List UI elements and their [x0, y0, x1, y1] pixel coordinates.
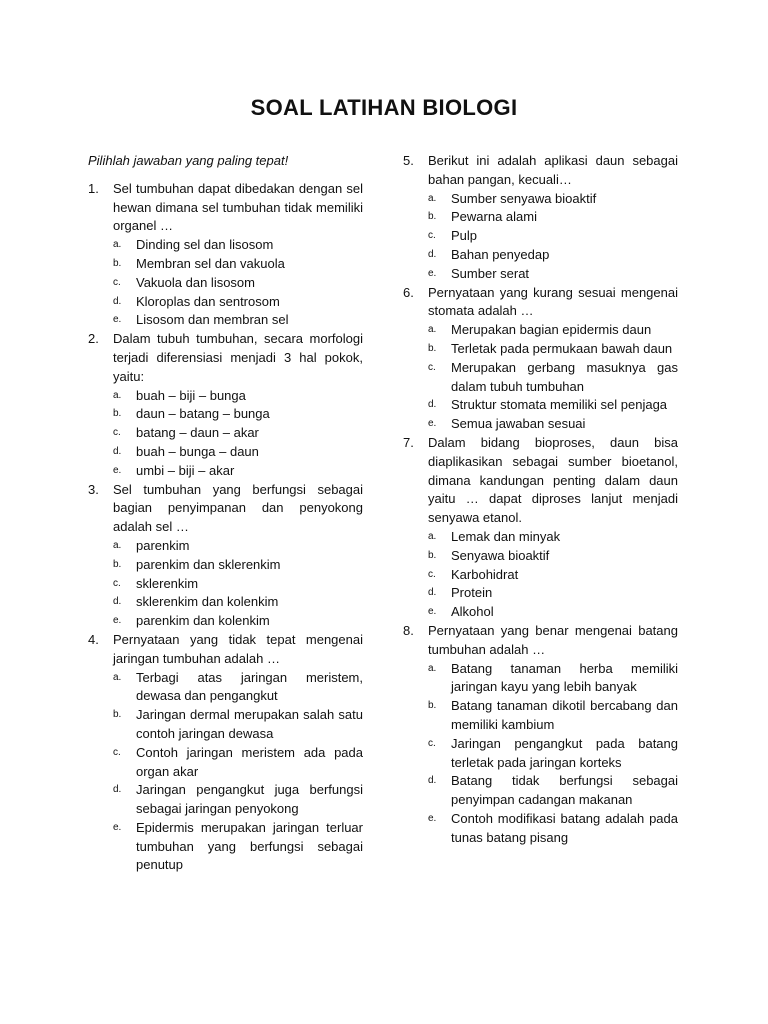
option-text: parenkim	[136, 537, 190, 553]
answer-options	[113, 537, 363, 631]
question-body	[428, 284, 678, 434]
answer-option	[428, 528, 678, 547]
option-text: Jaringan dermal merupakan salah satu contoh jaringan dewasa	[136, 707, 363, 741]
option-letter: a.	[113, 539, 122, 551]
option-letter: d.	[428, 775, 437, 787]
option-letter: c.	[113, 427, 121, 439]
option-letter: d.	[113, 784, 122, 796]
left-column	[88, 152, 363, 875]
answer-option	[428, 265, 678, 284]
option-letter: d.	[428, 587, 437, 599]
answer-option	[428, 415, 678, 434]
question-body	[113, 330, 363, 480]
option-letter: e.	[113, 821, 122, 833]
answer-option	[113, 706, 363, 744]
question-item	[88, 631, 363, 875]
option-text: Bahan penyedap	[451, 246, 550, 262]
option-text: sklerenkim	[136, 575, 199, 591]
question-text: Sel tumbuhan dapat dibedakan dengan sel hewan dimana sel tumbuhan tidak memiliki organel …	[113, 180, 363, 234]
answer-options	[428, 660, 678, 848]
question-text: Pernyataan yang benar mengenai batang tumbuhan adalah …	[428, 622, 678, 657]
answer-option	[113, 575, 363, 594]
question-number: 8.	[403, 622, 414, 638]
option-letter: e.	[113, 615, 122, 627]
option-letter: c.	[428, 737, 436, 749]
answer-options	[113, 669, 363, 876]
question-item	[403, 434, 678, 622]
left-question-list	[88, 180, 363, 875]
option-text: Epidermis merupakan jaringan terluar tumbuhan yang berfungsi sebagai penutup	[136, 819, 363, 873]
answer-options	[113, 236, 363, 330]
answer-option	[113, 424, 363, 443]
option-text: Kloroplas dan sentrosom	[136, 293, 280, 309]
instruction-text: Pilihlah jawaban yang paling tepat!	[88, 153, 289, 168]
answer-option	[428, 772, 678, 810]
option-text: parenkim dan kolenkim	[136, 613, 270, 629]
question-number: 5.	[403, 153, 414, 168]
option-text: Karbohidrat	[451, 566, 519, 582]
option-letter: c.	[113, 746, 121, 758]
question-item	[403, 622, 678, 848]
option-text: Lemak dan minyak	[451, 528, 561, 544]
option-text: Lisosom dan membran sel	[136, 312, 289, 328]
right-column	[403, 152, 678, 847]
option-letter: e.	[428, 267, 437, 279]
option-letter: a.	[113, 389, 122, 401]
option-text: Terletak pada permukaan bawah daun	[451, 340, 673, 356]
question-text: Berikut ini adalah aplikasi daun sebagai bahan pangan, kecuali…	[428, 153, 678, 187]
option-text: Protein	[451, 585, 493, 601]
option-text: buah – biji – bunga	[136, 387, 246, 403]
option-letter: b.	[113, 408, 122, 420]
question-number: 2.	[88, 331, 99, 347]
answer-option	[113, 255, 363, 274]
option-letter: c.	[113, 276, 121, 288]
option-text: daun – batang – bunga	[136, 406, 270, 422]
option-text: parenkim dan sklerenkim	[136, 556, 281, 572]
answer-option	[428, 566, 678, 585]
question-number: 3.	[88, 481, 99, 497]
option-letter: b.	[428, 700, 437, 712]
option-text: Semua jawaban sesuai	[451, 416, 586, 432]
answer-option	[113, 744, 363, 782]
option-letter: a.	[428, 324, 437, 336]
question-item	[88, 481, 363, 631]
answer-option	[428, 603, 678, 622]
answer-option	[113, 612, 363, 631]
option-letter: c.	[113, 577, 121, 589]
option-letter: d.	[113, 445, 122, 457]
answer-option	[113, 593, 363, 612]
answer-option	[113, 556, 363, 575]
answer-option	[428, 547, 678, 566]
answer-options	[113, 387, 363, 481]
question-body	[113, 631, 363, 875]
option-letter: a.	[428, 662, 437, 674]
option-text: Merupakan bagian epidermis daun	[451, 322, 652, 338]
question-item	[88, 330, 363, 480]
option-text: Struktur stomata memiliki sel penjaga	[451, 397, 668, 413]
question-text: Dalam bidang bioproses, daun bisa diaplikasikan sebagai sumber bioetanol, dimana kandungan penting dalam daun yaitu … dapat diproses lanjut menjadi senyawa etanol.	[428, 434, 678, 526]
option-letter: b.	[113, 257, 122, 269]
answer-option	[113, 236, 363, 255]
option-text: Jaringan pengangkut pada batang terletak pada jaringan korteks	[451, 735, 678, 770]
option-text: Pulp	[451, 228, 478, 244]
option-text: Contoh modifikasi batang adalah pada tunas batang pisang	[451, 810, 678, 845]
page-title: SOAL LATIHAN BIOLOGI	[250, 95, 518, 120]
option-letter: b.	[428, 342, 437, 354]
question-text: Dalam tubuh tumbuhan, secara morfologi terjadi diferensiasi menjadi 3 hal pokok, yaitu:	[113, 331, 363, 384]
option-letter: e.	[428, 812, 437, 824]
question-body	[428, 622, 678, 848]
option-text: Vakuola dan lisosom	[136, 274, 255, 290]
option-text: buah – bunga – daun	[136, 443, 259, 459]
option-text: Merupakan gerbang masuknya gas dalam tubuh tumbuhan	[451, 359, 678, 394]
option-text: Batang tanaman dikotil bercabang dan memiliki kambium	[451, 698, 678, 732]
question-text: Pernyataan yang kurang sesuai mengenai stomata adalah …	[428, 284, 678, 319]
option-text: Contoh jaringan meristem ada pada organ akar	[136, 744, 363, 779]
question-body	[113, 180, 363, 330]
option-text: Senyawa bioaktif	[451, 547, 550, 563]
question-number: 7.	[403, 434, 414, 450]
answer-options	[428, 528, 678, 622]
question-text: Sel tumbuhan yang berfungsi sebagai bagian penyimpanan dan penyokong adalah sel …	[113, 481, 363, 535]
answer-option	[428, 190, 678, 209]
answer-option	[428, 208, 678, 227]
answer-option	[113, 274, 363, 293]
option-text: Sumber serat	[451, 265, 530, 281]
answer-option	[428, 227, 678, 246]
option-letter: a.	[428, 530, 437, 542]
answer-option	[113, 311, 363, 330]
question-number: 6.	[403, 284, 414, 300]
question-number: 4.	[88, 631, 99, 647]
option-text: sklerenkim dan kolenkim	[136, 594, 279, 610]
option-text: Sumber senyawa bioaktif	[451, 190, 597, 206]
answer-option	[113, 537, 363, 556]
option-letter: a.	[428, 192, 437, 204]
option-letter: c.	[428, 361, 436, 373]
option-letter: e.	[113, 464, 122, 476]
option-letter: e.	[113, 314, 122, 326]
option-text: Alkohol	[451, 604, 494, 620]
option-letter: d.	[428, 248, 437, 260]
answer-option	[428, 246, 678, 265]
answer-option	[428, 321, 678, 340]
answer-option	[428, 810, 678, 848]
option-letter: b.	[113, 558, 122, 570]
answer-option	[113, 443, 363, 462]
answer-option	[428, 340, 678, 359]
option-text: Terbagi atas jaringan meristem, dewasa dan pengangkut	[136, 669, 363, 704]
option-letter: e.	[428, 418, 437, 430]
option-text: Batang tanaman herba memiliki jaringan kayu yang lebih banyak	[451, 660, 678, 695]
answer-option	[113, 387, 363, 406]
question-item	[403, 284, 678, 434]
option-text: umbi – biji – akar	[136, 462, 235, 478]
question-body	[428, 434, 678, 622]
option-text: Batang tidak berfungsi sebagai penyimpan cadangan makanan	[451, 773, 678, 808]
option-letter: a.	[113, 671, 122, 683]
question-body	[428, 152, 678, 284]
right-question-list	[403, 152, 678, 847]
option-letter: b.	[428, 211, 437, 223]
answer-option	[428, 660, 678, 698]
answer-option	[113, 669, 363, 707]
answer-option	[113, 819, 363, 875]
option-text: batang – daun – akar	[136, 425, 259, 441]
option-letter: d.	[428, 399, 437, 411]
answer-option	[113, 293, 363, 312]
option-text: Pewarna alami	[451, 209, 537, 225]
option-letter: c.	[428, 230, 436, 242]
answer-option	[113, 462, 363, 481]
answer-options	[428, 190, 678, 284]
question-item	[403, 152, 678, 284]
option-letter: d.	[113, 596, 122, 608]
option-letter: b.	[428, 549, 437, 561]
answer-options	[428, 321, 678, 434]
option-letter: a.	[113, 239, 122, 251]
answer-option	[428, 697, 678, 735]
answer-option	[428, 584, 678, 603]
option-letter: d.	[113, 295, 122, 307]
option-letter: c.	[428, 568, 436, 580]
question-body	[113, 481, 363, 631]
answer-option	[428, 359, 678, 397]
option-letter: e.	[428, 606, 437, 618]
question-number: 1.	[88, 180, 99, 196]
answer-option	[113, 405, 363, 424]
answer-option	[428, 735, 678, 773]
option-text: Dinding sel dan lisosom	[136, 237, 274, 253]
option-text: Jaringan pengangkut juga berfungsi sebagai jaringan penyokong	[136, 782, 363, 817]
question-text: Pernyataan yang tidak tepat mengenai jaringan tumbuhan adalah …	[113, 631, 363, 666]
option-letter: b.	[113, 709, 122, 721]
answer-option	[113, 781, 363, 819]
option-text: Membran sel dan vakuola	[136, 255, 285, 271]
answer-option	[428, 396, 678, 415]
question-item	[88, 180, 363, 330]
